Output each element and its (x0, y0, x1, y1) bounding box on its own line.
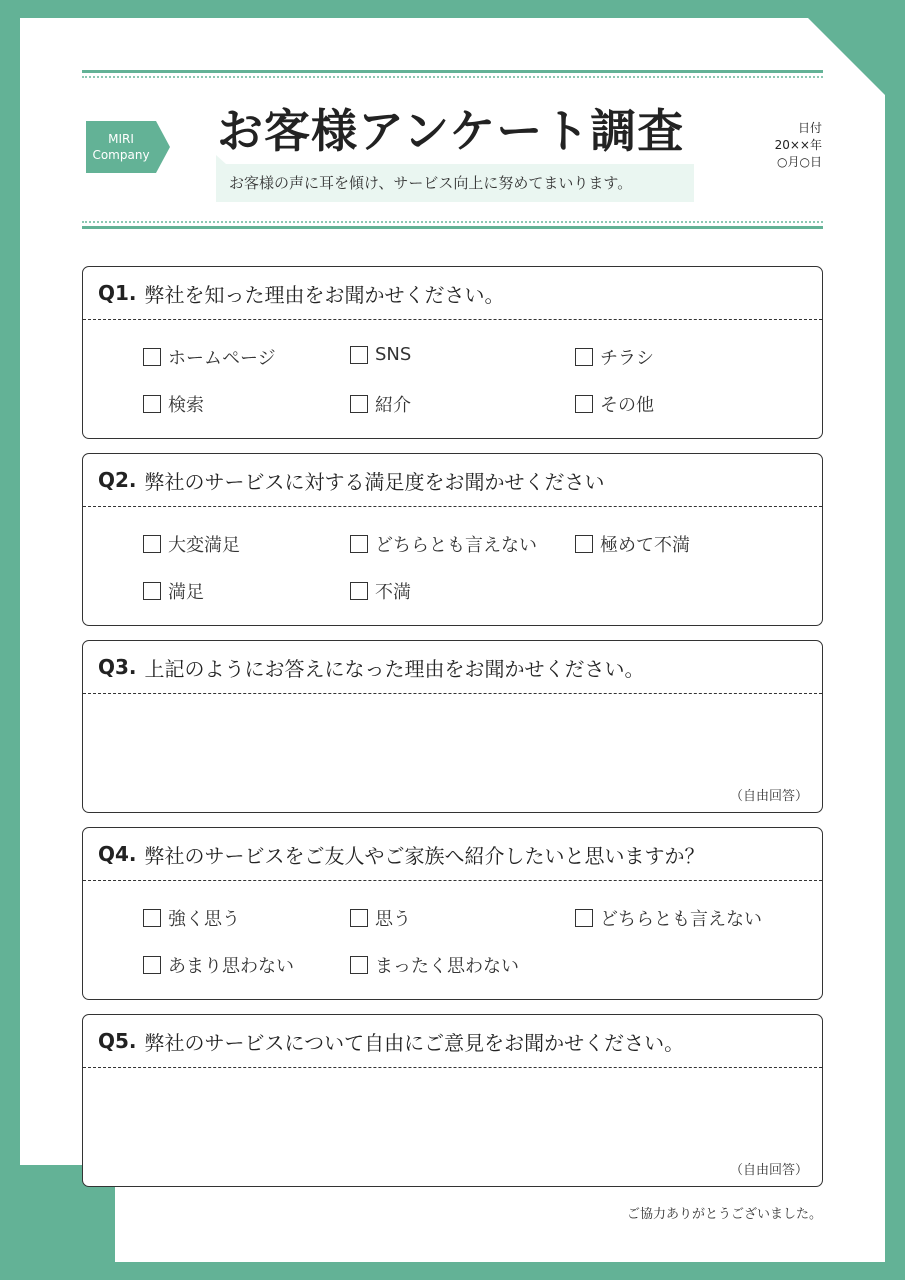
checkbox-icon[interactable] (350, 395, 368, 413)
date-monthday: ○月○日 (777, 155, 822, 169)
option-checkbox[interactable] (350, 344, 411, 365)
checkbox-icon[interactable] (143, 956, 161, 974)
option-checkbox[interactable] (350, 391, 411, 417)
date-year: 20××年 (774, 138, 822, 152)
checkbox-icon[interactable] (350, 582, 368, 600)
question-header (83, 454, 822, 507)
option-checkbox[interactable] (350, 905, 411, 931)
option-checkbox[interactable] (575, 391, 654, 417)
option-checkbox[interactable] (143, 905, 240, 931)
option-checkbox[interactable] (575, 905, 762, 931)
question-header (83, 267, 822, 320)
checkbox-icon[interactable] (575, 348, 593, 366)
option-checkbox[interactable] (143, 391, 204, 417)
option-label: 大変満足 (168, 535, 240, 556)
subtitle-banner: お客様の声に耳を傾け、サービス向上に努めてまいります。 (216, 164, 694, 202)
question-number: Q2. (98, 468, 137, 492)
checkbox-icon[interactable] (350, 535, 368, 553)
checkbox-icon[interactable] (143, 909, 161, 927)
question-text: 上記のようにお答えになった理由をお聞かせください。 (144, 656, 645, 681)
option-label: チラシ (600, 348, 654, 369)
question-number: Q1. (98, 281, 137, 305)
logo-line2: Company (92, 148, 150, 162)
page-title: お客様アンケート調査 (217, 104, 685, 158)
question-number: Q4. (98, 842, 137, 866)
option-checkbox[interactable] (350, 531, 537, 557)
option-checkbox[interactable] (143, 344, 276, 370)
question-4 (82, 827, 823, 1000)
date-label: 日付 (797, 121, 822, 135)
option-checkbox[interactable] (350, 952, 519, 978)
option-label: ホームページ (168, 348, 276, 369)
option-label: どちらとも言えない (600, 909, 762, 930)
question-3 (82, 640, 823, 813)
option-label: 思う (375, 909, 411, 930)
question-number: Q3. (98, 655, 137, 679)
option-checkbox[interactable] (143, 531, 240, 557)
header-rule-top (82, 70, 823, 81)
checkbox-icon[interactable] (143, 348, 161, 366)
logo-line1: MIRI (108, 132, 134, 146)
question-header (83, 828, 822, 881)
checkbox-icon[interactable] (143, 582, 161, 600)
question-1 (82, 266, 823, 439)
question-text: 弊社のサービスについて自由にご意見をお聞かせください。 (144, 1030, 685, 1055)
option-checkbox[interactable] (350, 578, 411, 604)
option-label: 満足 (168, 582, 204, 603)
option-checkbox[interactable] (575, 344, 654, 370)
checkbox-icon[interactable] (350, 909, 368, 927)
option-checkbox[interactable] (143, 952, 294, 978)
option-checkbox[interactable] (575, 531, 690, 557)
company-logo (86, 121, 156, 173)
checkbox-icon[interactable] (575, 395, 593, 413)
checkbox-icon[interactable] (575, 535, 593, 553)
question-5 (82, 1014, 823, 1187)
free-answer-note: （自由回答） (729, 789, 808, 804)
option-label: 強く思う (168, 909, 240, 930)
question-text: 弊社のサービスをご友人やご家族へ紹介したいと思いますか？ (144, 843, 705, 868)
thanks-message: ご協力ありがとうございました。 (626, 1207, 822, 1222)
option-label: その他 (600, 395, 654, 416)
checkbox-icon[interactable] (350, 346, 368, 364)
question-header (83, 1015, 822, 1068)
option-label: SNS (375, 344, 412, 365)
option-checkbox[interactable] (143, 578, 204, 604)
free-answer-area[interactable] (83, 1069, 822, 1186)
question-2 (82, 453, 823, 626)
option-label: 検索 (168, 395, 204, 416)
checkbox-icon[interactable] (143, 395, 161, 413)
checkbox-icon[interactable] (575, 909, 593, 927)
option-label: どちらとも言えない (375, 535, 537, 556)
date-block (775, 120, 822, 171)
corner-decoration-top-right (790, 0, 905, 115)
option-label: まったく思わない (375, 956, 519, 977)
free-answer-note: （自由回答） (729, 1163, 808, 1178)
question-number: Q5. (98, 1029, 137, 1053)
option-label: 紹介 (375, 395, 411, 416)
question-header (83, 641, 822, 694)
option-label: 不満 (375, 582, 411, 603)
checkbox-icon[interactable] (350, 956, 368, 974)
header-rule-bottom (82, 218, 823, 229)
checkbox-icon[interactable] (143, 535, 161, 553)
question-text: 弊社を知った理由をお聞かせください。 (144, 282, 505, 307)
question-text: 弊社のサービスに対する満足度をお聞かせください (144, 469, 605, 494)
option-label: 極めて不満 (600, 535, 690, 556)
free-answer-area[interactable] (83, 695, 822, 812)
option-label: あまり思わない (168, 956, 294, 977)
